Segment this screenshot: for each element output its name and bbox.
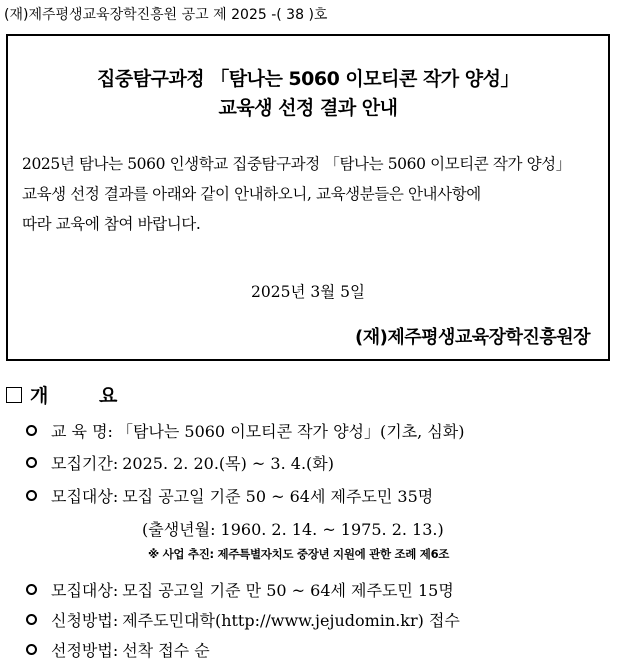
list-item-application-method	[26, 608, 460, 631]
notice-title-line1: 집중탐구과정 「탐나는 5060 이모티콘 작가 양성」	[97, 68, 519, 90]
item-label: 모집대상:	[51, 581, 119, 600]
item-value: 제주도민대학(http://www.jejudomin.kr) 접수	[122, 611, 460, 630]
notice-date: 2025년 3월 5일	[251, 283, 365, 301]
overview-heading-label: 개 요	[30, 385, 140, 407]
list-item-recruit-target-2	[26, 578, 454, 601]
circle-bullet-icon	[26, 584, 37, 595]
circle-bullet-icon	[26, 644, 37, 655]
checkbox-square-icon	[6, 387, 22, 403]
circle-bullet-icon	[26, 457, 37, 468]
circle-bullet-icon	[26, 425, 37, 436]
list-item-course-name	[26, 419, 465, 442]
circle-bullet-icon	[26, 614, 37, 625]
item-value: 2025. 2. 20.(목) ~ 3. 4.(화)	[122, 454, 334, 473]
notice-box	[6, 34, 610, 361]
overview-heading	[6, 381, 139, 408]
item-value: 모집 공고일 기준 50 ~ 64세 제주도민 35명	[122, 487, 434, 506]
item-label: 모집기간:	[51, 454, 119, 473]
notice-body-line3: 따라 교육에 참여 바랍니다.	[22, 215, 201, 233]
notice-body-line1: 2025년 탐나는 5060 인생학교 집중탐구과정 「탐나는 5060 이모티콘 작가 양성」	[22, 155, 571, 173]
birth-range: (출생년월: 1960. 2. 14. ~ 1975. 2. 13.)	[142, 520, 444, 539]
ordinance-note: ※ 사업 추진: 제주특별자치도 중장년 지원에 관한 조례 제6조	[148, 547, 450, 561]
item-value: 선착 접수 순	[122, 641, 210, 660]
notice-number: (재)제주평생교육장학진흥원 공고 제 2025 -( 38 )호	[4, 7, 328, 23]
item-label: 신청방법:	[51, 611, 119, 630]
list-item-recruit-period	[26, 451, 334, 474]
list-item-recruit-target	[26, 484, 433, 507]
notice-issuer: (재)제주평생교육장학진흥원장	[355, 327, 590, 348]
item-label: 선정방법:	[51, 641, 119, 660]
item-label: 교 육 명:	[51, 422, 113, 441]
item-label: 모집대상:	[51, 487, 119, 506]
circle-bullet-icon	[26, 490, 37, 501]
notice-body-line2: 교육생 선정 결과를 아래와 같이 안내하오니, 교육생분들은 안내사항에	[22, 185, 481, 203]
list-item-selection-method	[26, 638, 210, 661]
item-value: 「탐나는 5060 이모티콘 작가 양성」(기초, 심화)	[116, 422, 465, 441]
item-value: 모집 공고일 기준 만 50 ~ 64세 제주도민 15명	[122, 581, 454, 600]
notice-title-line2: 교육생 선정 결과 안내	[218, 97, 398, 119]
